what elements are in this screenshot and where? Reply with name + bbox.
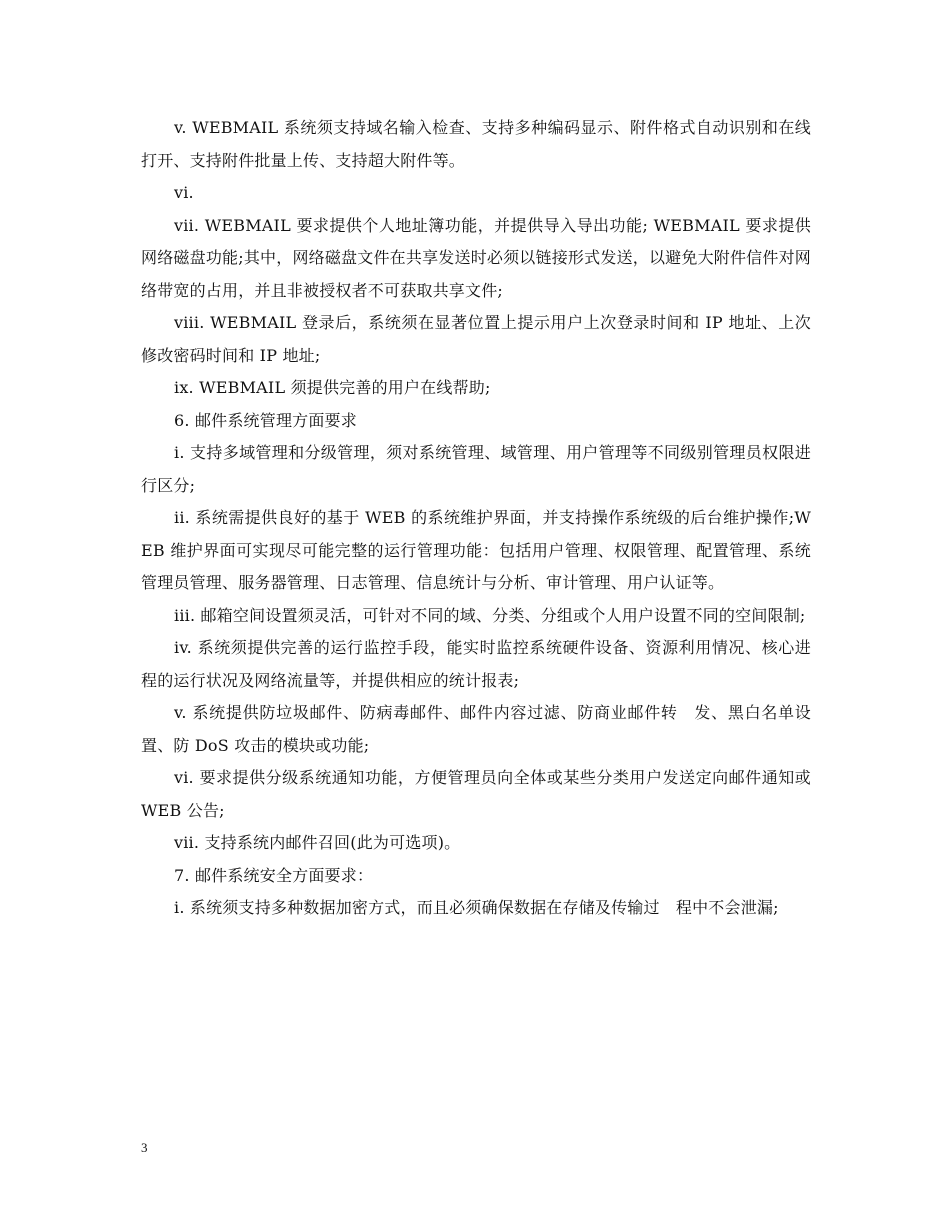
paragraph-webmail-vii: vii. WEBMAIL 要求提供个人地址簿功能，并提供导入导出功能; WEBMAIL 要求提供网络磁盘功能;其中，网络磁盘文件在共享发送时必须以链接形式发送，以避免大附件信件对网络带宽的占用，并且非被授权者不可获取共享文件; — [141, 215, 811, 300]
paragraph-management-iii: iii. 邮箱空间设置须灵活，可针对不同的域、分类、分组或个人用户设置不同的空间限制; — [174, 605, 806, 625]
paragraph-management-ii: ii. 系统需提供良好的基于 WEB 的系统维护界面，并支持操作系统级的后台维护操作;WEB 维护界面可实现尽可能完整的运行管理功能：包括用户管理、权限管理、配置管理、系统管理员管理、服务器管理、日志管理、信息统计与分析、审计管理、用户认证等。 — [141, 508, 811, 592]
paragraph-management-v: v. 系统提供防垃圾邮件、防病毒邮件、邮件内容过滤、防商业邮件转 发、黑白名单设置、防 DoS 攻击的模块或功能; — [141, 703, 811, 755]
section-heading-security: 7. 邮件系统安全方面要求： — [174, 865, 374, 885]
paragraph-webmail-viii: viii. WEBMAIL 登录后，系统须在显著位置上提示用户上次登录时间和 IP 地址、上次修改密码时间和 IP 地址; — [141, 313, 811, 365]
paragraph-management-iv: iv. 系统须提供完善的运行监控手段，能实时监控系统硬件设备、资源利用情况、核心进程的运行状况及网络流量等，并提供相应的统计报表; — [141, 638, 811, 690]
paragraph-webmail-ix: ix. WEBMAIL 须提供完善的用户在线帮助; — [174, 378, 491, 397]
paragraph-management-vii: vii. 支持系统内邮件召回(此为可选项)。 — [174, 833, 461, 852]
paragraph-security-i: i. 系统须支持多种数据加密方式，而且必须确保数据在存储及传输过 程中不会泄漏; — [174, 898, 779, 917]
paragraph-webmail-vi: vi. — [174, 183, 194, 202]
paragraph-webmail-v: v. WEBMAIL 系统须支持域名输入检查、支持多种编码显示、附件格式自动识别和在线打开、支持附件批量上传、支持超大附件等。 — [141, 118, 811, 170]
document-body — [141, 112, 811, 925]
page-number: 3 — [141, 1140, 148, 1155]
paragraph-management-i: i. 支持多域管理和分级管理，须对系统管理、域管理、用户管理等不同级别管理员权限进行区分; — [141, 443, 811, 495]
section-heading-management: 6. 邮件系统管理方面要求 — [174, 410, 357, 430]
paragraph-management-vi: vi. 要求提供分级系统通知功能，方便管理员向全体或某些分类用户发送定向邮件通知或 WEB 公告; — [141, 768, 811, 820]
